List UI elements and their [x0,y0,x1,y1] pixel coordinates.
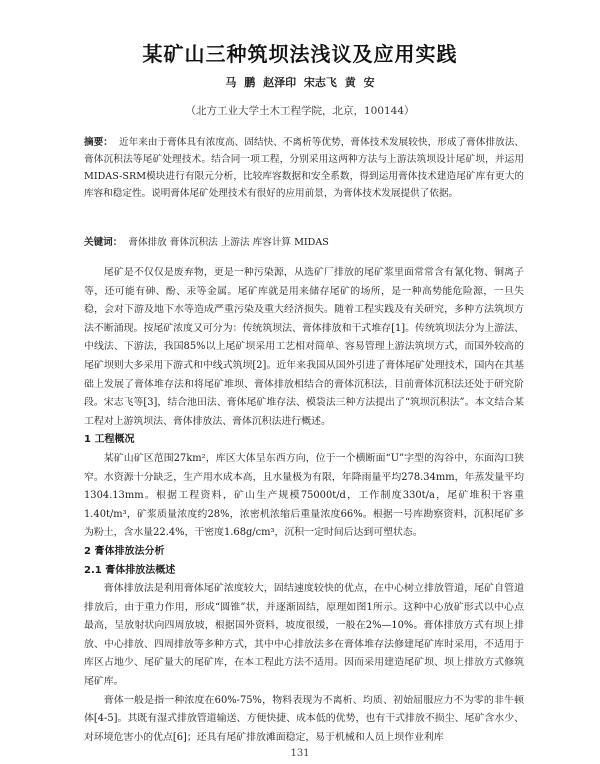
affiliation: （北方工业大学土木工程学院，北京，100144） [185,105,415,117]
author-list: 马 鹏 赵泽印 宋志飞 黄 安 [225,76,375,89]
abstract [84,134,524,202]
keywords-label: 关键词： [84,237,123,248]
keywords-text: 膏体排放 膏体沉积法 上游法 库容计算 MIDAS [128,237,329,248]
subsection-heading-2-1: 2.1 膏体排放法概述 [84,564,176,576]
keywords [84,234,524,248]
abstract-text: 近年来由于膏体具有浓度高、固结快、不离析等优势，膏体技术发展较快，形成了膏体排放法、膏体沉积法等尾矿处理技术。结合同一项工程，分别采用这两种方法与上游法筑坝设计尾矿坝，并运用MIDAS-SRM模块进行有限元分析，比较库容数据和安全系数，得到运用膏体技术建造尾矿库有更大的库容和稳定性。说明膏体尾矿处理技术有很好的应用前景，为膏体技术发展提供了依据。 [84,137,524,199]
section-heading-2: 2 膏体排放法分析 [84,545,165,557]
page-number: 131 [290,748,310,759]
paste-discharge-paragraph-2: 膏体一般是指一种浓度在60%-75%，物料表现为不离析、均质、初始屈服应力不为零的非牛顿体[4-5]。其既有湿式排放管道输送、方便快捷、成本低的优势，也有干式排放不损尘、尾矿含水少、对环境危害小的优点[6]；还具有尾矿排放滩面稳定，易于机械和人员上坝作业利库 [84,694,524,743]
section-heading-1: 1 工程概况 [84,434,135,446]
project-overview-paragraph: 某矿山矿区范围27km²，库区大体呈东西方向，位于一个横断面“U”字型的沟谷中，东面沟口狭窄。水资源十分缺乏，生产用水成本高，且水量极为有限，年降雨量平均278.34mm，年蒸发量平均1304.13mm。根据工程资料，矿山生产规模75000t/d，工作制度330t/a，尾矿堆积干容重1.40t/m³，矿浆质量浓度约28%，浓密机浓缩后重量浓度66%。根据一号库勘察资料，沉积尾矿多为粉土，含水量22.4%，干密度1.68g/cm³，沉积一定时间后达到可塑状态。 [84,452,524,539]
body-text [84,264,524,747]
intro-paragraph: 尾矿是不仅仅是废弃物，更是一种污染源，从选矿厂排放的尾矿浆里面常常含有氰化物、铜离子等，还可能有砷、酚、汞等金属。尾矿库就是用来储存尾矿的场所，是一种高势能危险源，一旦失稳，会对下游及地下水等造成严重污染及重大经济损失。随着工程实践及有关研究，多种方法筑坝方法不断涌现。按尾矿浓度又可分为：传统筑坝法、膏体排放和干式堆存[1]。传统筑坝法分为上游法、中线法、下游法，我国85%以上尾矿坝采用工艺相对简单、容易管理上游法筑坝方式，而国外较高的尾矿坝则大多采用下游式和中线式筑坝[2]。近年来我国从国外引进了膏体尾矿处理技术，国内在其基础上发展了膏体堆存法和将尾矿堆坝、膏体排放相结合的膏体沉积法，目前膏体沉积法还处于研究阶段。宋志飞等[3]，结合池田法、膏体尾矿堆存法、模袋法三种方法提出了“筑坝沉积法”。本文结合某工程对上游筑坝法、膏体排放法、膏体沉积法进行概述。 [84,267,524,427]
abstract-label: 摘要： [84,137,113,148]
paper-title: 某矿山三种筑坝法浅议及应用实践 [142,42,458,66]
paste-discharge-paragraph-1: 膏体排放法是利用膏体尾矿浓度较大，固结速度较快的优点，在中心树立排放管道，尾矿自管道排放后，由于重力作用，形成“圆锥”状，并逐渐固结，原理如图1所示。这种中心放矿形式以中心点最高，呈放射状向四周放坡，根据国外资料，坡度很缓，一般在2%—10%。膏体排放方式有坝上排放、中心排放、四周排放等多种方式，其中中心排放法多在膏体堆存法修建尾矿库时采用，不适用于库区占地少、尾矿量大的尾矿库，在本工程此方法不适用。因而采用建造尾矿坝、坝上排放方式修筑尾矿库。 [84,583,524,688]
